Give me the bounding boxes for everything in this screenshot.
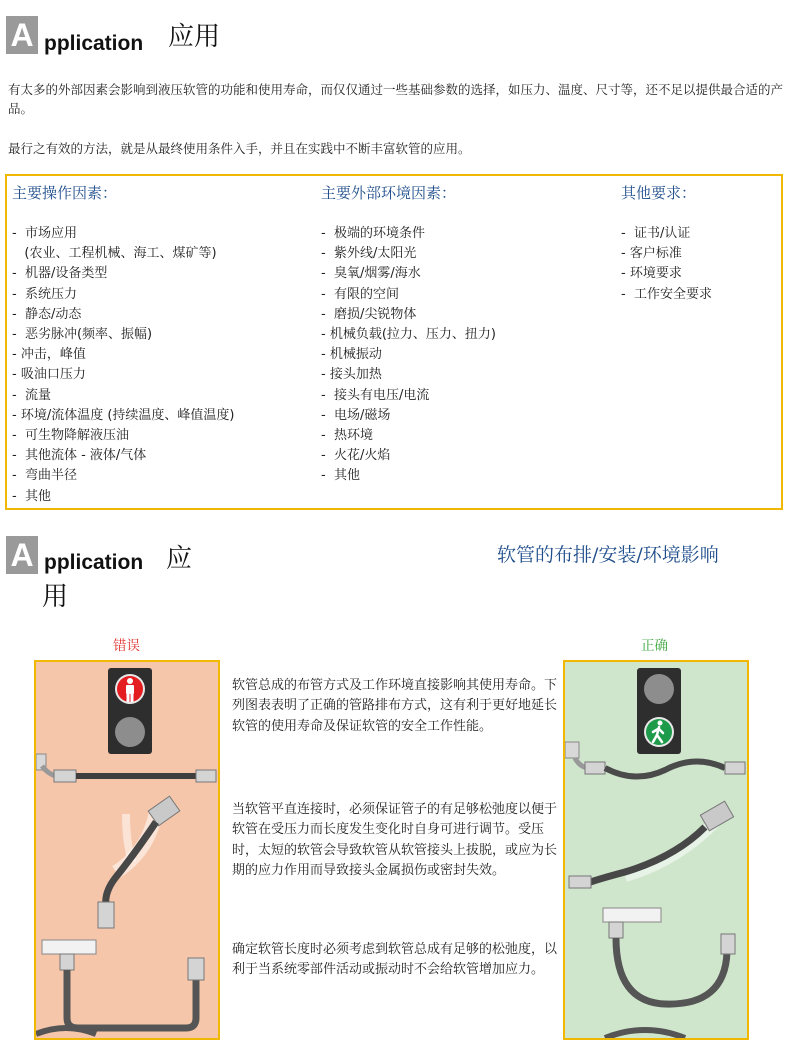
wrong-label: 错误	[113, 638, 140, 654]
application-heading-2: pplication	[44, 551, 144, 574]
factor-item: - 机械振动	[321, 347, 382, 363]
factor-item: - 极端的环境条件	[321, 226, 425, 241]
other-requirements-list	[621, 224, 712, 305]
factor-item: - 火花/火焰	[321, 448, 391, 464]
factor-item: - 臭氧/烟雾/海水	[321, 266, 421, 282]
intro-paragraph-1: 有太多的外部因素会影响到液压软管的功能和使用寿命，而仅仅通过一些基础参数的选择，如压力、温度、尺寸等，还不足以提供最合适的产品。	[8, 82, 784, 116]
straight-connection-text: 当软管平直连接时，必须保证管子的有足够松弛度以便于软管在受压力而长度发生变化时自身可进行调节。受压时，太短的软管会导致软管从软管接头上拔脱，或应为长期的应力作用而导致接头金属损伤或密封失效。	[232, 802, 558, 878]
factor-item: - 可生物降解液压油	[12, 428, 129, 444]
factor-item: - 流量	[12, 387, 51, 403]
wrong-routing-panel	[34, 660, 220, 1040]
factor-item: - 客户标准	[621, 246, 682, 262]
factor-item: - 市场应用	[12, 226, 77, 241]
routing-section-title: 软管的布排/安装/环境影响	[497, 544, 719, 566]
application-heading-2-cn-line2: 用	[42, 582, 69, 612]
factor-item: - 恶劣脉冲(频率、振幅)	[12, 327, 153, 343]
right-routing-illustration	[565, 662, 749, 1040]
application-heading-2-cn-line1: 应	[166, 544, 193, 574]
operating-factors-list	[12, 224, 234, 507]
routing-intro-text: 软管总成的布管方式及工作环境直接影响其使用寿命。下列图表表明了正确的管路排布方式，这有利于更好地延长软管的使用寿命及保证软管的安全工作性能。	[232, 678, 558, 734]
factor-item: - 工作安全要求	[621, 286, 712, 302]
operating-factors-heading: 主要操作因素：	[12, 184, 118, 202]
factor-item: - 有限的空间	[321, 286, 399, 302]
factor-item: - 接头有电压/电流	[321, 387, 430, 403]
factor-item: - 证书/认证	[621, 226, 691, 241]
application-heading: pplication	[44, 32, 144, 55]
right-label: 正确	[641, 638, 668, 654]
application-heading-cn: 应用	[168, 22, 221, 52]
external-factors-list	[321, 224, 496, 487]
factor-item: - 电场/磁场	[321, 407, 391, 423]
factor-item: - 环境要求	[621, 266, 682, 282]
factor-item: (农业、工程机械、海工、煤矿等)	[12, 246, 217, 262]
right-routing-panel	[563, 660, 749, 1040]
other-requirements-heading: 其他要求：	[621, 184, 697, 202]
factor-item: - 热环境	[321, 428, 373, 444]
factor-item: - 环境/流体温度 (持续温度、峰值温度)	[12, 407, 235, 423]
application-letter-box-2: A	[6, 536, 38, 574]
factor-item: - 吸油口压力	[12, 367, 86, 383]
external-factors-heading: 主要外部环境因素：	[321, 184, 457, 202]
external-factors-column	[321, 176, 496, 487]
factor-item: - 接头加热	[321, 367, 382, 383]
other-requirements-column	[621, 176, 712, 305]
intro-paragraph-2: 最行之有效的方法，就是从最终使用条件入手，并且在实践中不断丰富软管的应用。	[8, 141, 471, 156]
factor-item: - 弯曲半径	[12, 468, 77, 484]
factor-item: - 系统压力	[12, 286, 77, 302]
operating-factors-column	[12, 176, 234, 507]
application-letter-box: A	[6, 16, 38, 54]
factor-item: - 冲击，峰值	[12, 347, 86, 363]
factor-item: - 机器/设备类型	[12, 266, 108, 282]
factor-item: - 其他	[12, 488, 51, 504]
hose-length-text: 确定软管长度时必须考虑到软管总成有足够的松弛度，以利于当系统零部件活动或振动时不会给软管增加应力。	[232, 942, 558, 978]
factor-item: - 机械负载(拉力、压力、扭力)	[321, 327, 496, 343]
factors-box	[5, 174, 783, 510]
factor-item: - 静态/动态	[12, 306, 82, 322]
factor-item: - 磨损/尖锐物体	[321, 306, 417, 322]
wrong-routing-illustration	[36, 662, 220, 1040]
factor-item: - 其他流体 - 液体/气体	[12, 448, 147, 464]
factor-item: - 其他	[321, 468, 360, 484]
factor-item: - 紫外线/太阳光	[321, 246, 417, 262]
